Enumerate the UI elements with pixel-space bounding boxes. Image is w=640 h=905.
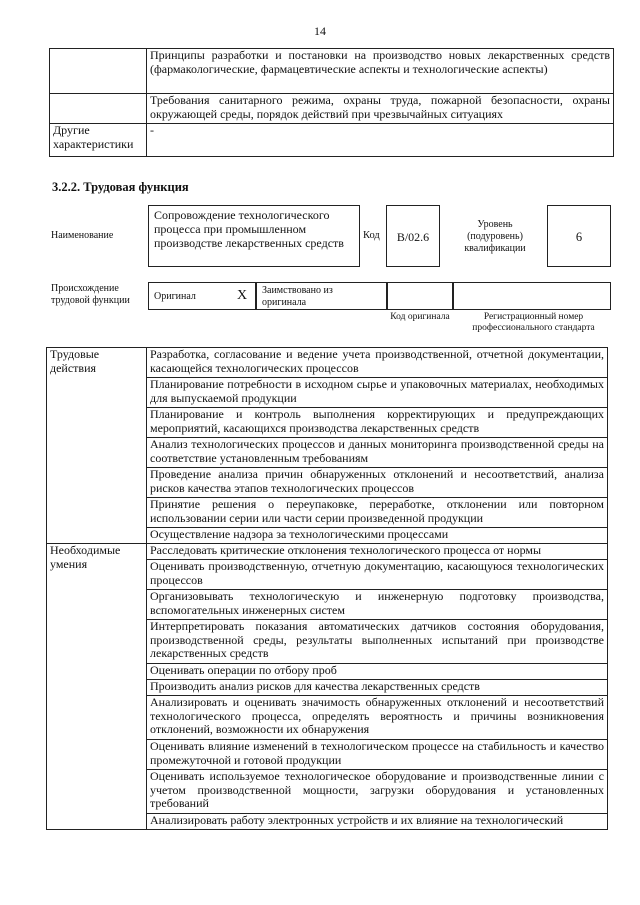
labor-action: Планирование потребности в исходном сырье и упаковочных материалах, необходимых для выпускаемой продукции [147,378,608,408]
labor-actions-label: Трудовые действия [47,348,147,544]
code-original-box [387,282,453,310]
skill: Организовывать технологическую и инженерную подготовку производства, вспомогательных инженерных систем [147,590,608,620]
code-value: B/02.6 [396,230,430,244]
original-label: Оригинал [154,291,196,302]
skill: Оценивать производственную, отчетную документацию, касающуюся технологических процессов [147,560,608,590]
table-row [47,544,608,560]
reg-number-box [453,282,611,310]
table-cell-empty [50,94,147,124]
labor-action: Анализ технологических процессов и данных мониторинга производственной среды на соответствие установленным требованиям [147,438,608,468]
original-box [148,282,256,310]
skill: Анализировать работу электронных устройств и их влияние на технологический [147,814,608,830]
labor-action: Принятие решения о переупаковке, переработке, отклонении или повторном использовании серии или части серии произведенной продукции [147,498,608,528]
code-box [386,205,440,267]
table-cell: Требования санитарного режима, охраны труда, пожарной безопасности, охраны окружающей среды, порядок действий при чрезвычайных ситуациях [147,94,614,124]
origin-label: Происхождение трудовой функции [51,283,130,306]
skill: Оценивать используемое технологическое оборудование и производственные линии с учетом производственной мощности, загрузки оборудования и установленных требований [147,770,608,814]
function-name-box [148,205,360,267]
name-label: Наименование [51,230,114,241]
skill: Оценивать операции по отбору проб [147,664,608,680]
borrowed-label: Заимствовано из оригинала [262,285,333,308]
skill: Производить анализ рисков для качества лекарственных средств [147,680,608,696]
skills-label: Необходимые умения [47,544,147,830]
function-name: Сопровождение технологического процесса при промышленном производстве лекарственных средств [154,208,344,250]
labor-action: Осуществление надзора за технологическими процессами [147,528,608,544]
labor-action: Планирование и контроль выполнения корректирующих и предупреждающих мероприятий, касающихся производства лекарственных средств [147,408,608,438]
skill: Расследовать критические отклонения технологического процесса от нормы [147,544,608,560]
level-label: Уровень (подуровень) квалификации [464,219,526,254]
labor-action: Разработка, согласование и ведение учета производственной, отчетной документации, касающейся технологических процессов [147,348,608,378]
table-row [50,94,614,124]
top-table [49,48,614,157]
table-row [47,348,608,378]
skill: Анализировать и оценивать значимость обнаруженных отклонений и несоответствий технологического процесса, определять вероятность и причины возникновения отклонений, возможности их обнаружения [147,696,608,740]
table-cell: Принципы разработки и постановки на производство новых лекарственных средств (фармакологические, фармацевтические аспекты и технологические аспекты) [147,49,614,94]
labor-action: Проведение анализа причин обнаруженных отклонений и несоответствий, анализа рисков качества этапов технологических процессов [147,468,608,498]
table-row [50,124,614,157]
section-title: 3.2.2. Трудовая функция [52,180,189,194]
row-label: Другие характеристики [50,124,147,157]
table-cell: - [147,124,614,157]
level-box [547,205,611,267]
table-row [50,49,614,94]
reg-number-caption: Регистрационный номер профессионального стандарта [472,312,595,333]
skill: Интерпретировать показания автоматических датчиков состояния оборудования, производственной среды, результаты выполненных испытаний при производстве лекарственных средств [147,620,608,664]
skill: Оценивать влияние изменений в технологическом процессе на стабильность и качество промежуточной и готовой продукции [147,740,608,770]
code-original-caption: Код оригинала [390,312,450,322]
borrowed-box [256,282,387,310]
code-label: Код [363,230,380,241]
page-number: 14 [314,24,326,38]
level-value: 6 [575,230,583,244]
original-mark: X [237,288,248,303]
table-cell-empty [50,49,147,94]
main-table [46,347,608,830]
